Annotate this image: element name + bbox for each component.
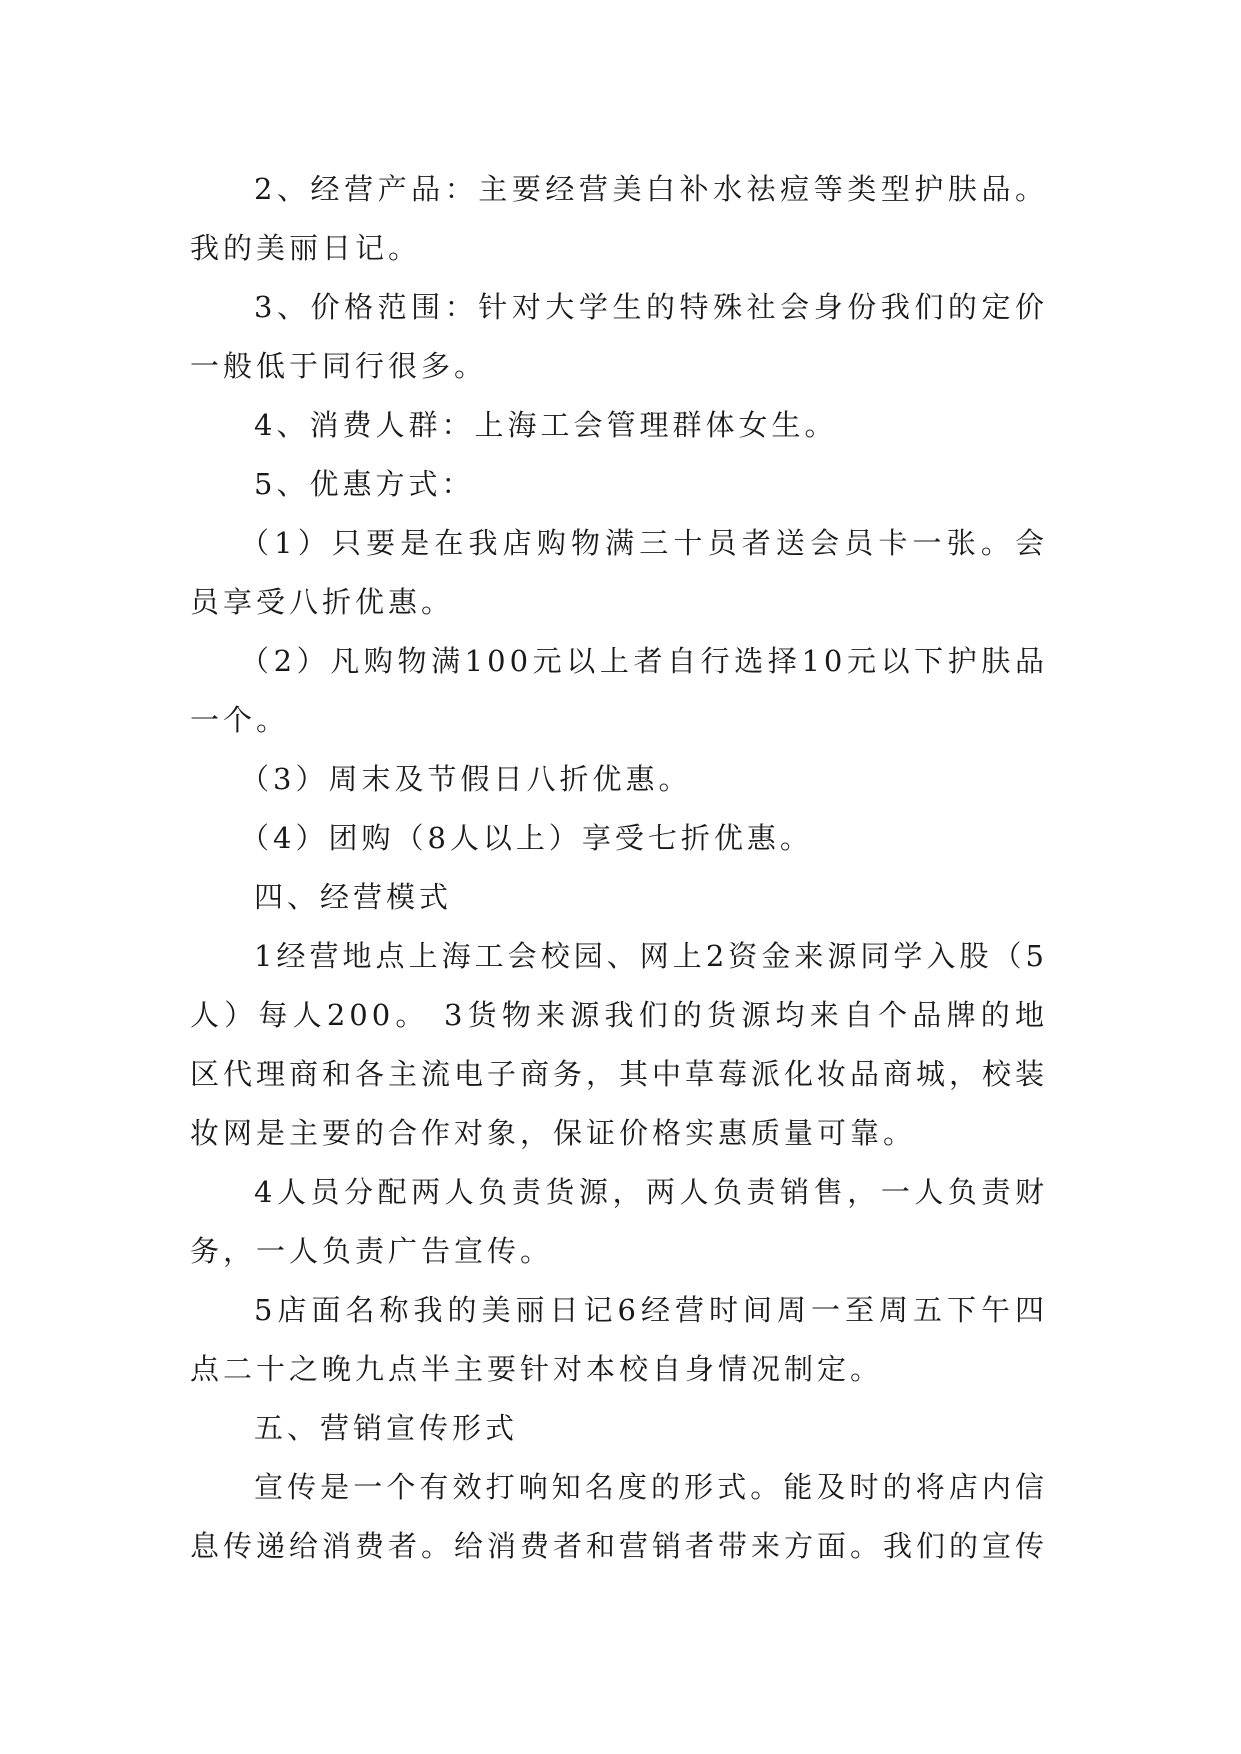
paragraph-business-model: 1经营地点上海工会校园、网上2资金来源同学入股（5人）每人200。 3货物来源我们的货源均来自个品牌的地区代理商和各主流电子商务，其中草莓派化妆品商城，校装妆网是主要的合作对象，保证价格实惠质量可靠。 <box>190 939 1049 1150</box>
paragraph-store-hours: 5店面名称我的美丽日记6经营时间周一至周五下午四点二十之晚九点半主要针对本校自身情况制定。 <box>190 1293 1048 1386</box>
paragraph-discount-heading: 5、优惠方式： <box>254 467 475 501</box>
paragraph-discount-2: （2）凡购物满100元以上者自行选择10元以下护肤品一个。 <box>190 644 1048 737</box>
paragraph-discount-4: （4）团购（8人以上）享受七折优惠。 <box>240 821 813 855</box>
section-heading-marketing: 五、营销宣传形式 <box>254 1411 519 1445</box>
paragraph-discount-1: （1）只要是在我店购物满三十员者送会员卡一张。会员享受八折优惠。 <box>190 526 1048 619</box>
paragraph-marketing: 宣传是一个有效打响知名度的形式。能及时的将店内信息传递给消费者。给消费者和营销者带来方面。我们的宣传 <box>190 1470 1049 1563</box>
paragraph-staffing: 4人员分配两人负责货源，两人负责销售，一人负责财务，一人负责广告宣传。 <box>190 1175 1048 1268</box>
document-body <box>190 160 1048 1576</box>
section-heading-business-model: 四、经营模式 <box>254 880 453 914</box>
paragraph-products: 2、经营产品：主要经营美白补水祛痘等类型护肤品。我的美丽日记。 <box>190 172 1048 265</box>
paragraph-discount-3: （3）周末及节假日八折优惠。 <box>240 762 692 796</box>
paragraph-consumers: 4、消费人群：上海工会管理群体女生。 <box>254 408 838 442</box>
paragraph-price-range: 3、价格范围：针对大学生的特殊社会身份我们的定价一般低于同行很多。 <box>190 290 1048 383</box>
